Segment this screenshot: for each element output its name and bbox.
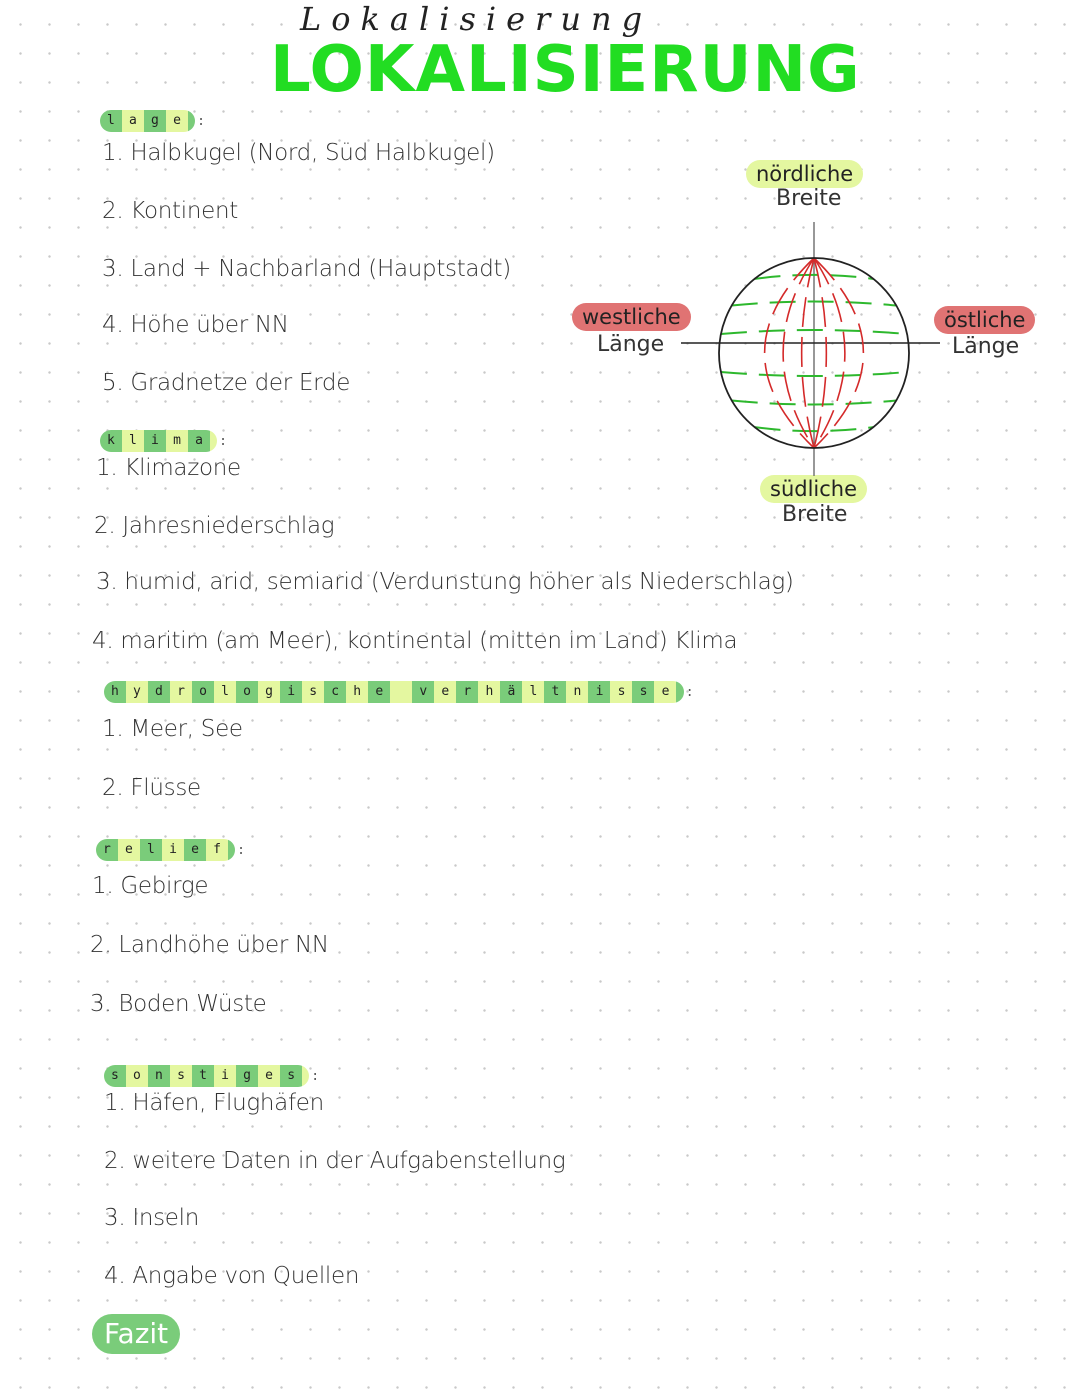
fazit-badge: Fazit — [92, 1314, 180, 1354]
west-tag: westliche — [572, 303, 691, 331]
list-item: 2. Flüsse — [102, 775, 201, 801]
list-item: 3. Inseln — [104, 1205, 200, 1231]
longitude-line — [783, 258, 814, 448]
list-item: 1. Klimazone — [96, 455, 241, 481]
section-heading-text: hydrologische verhältnisse — [104, 681, 684, 703]
section-heading-text: klima — [100, 430, 217, 452]
list-item: 2. Landhöhe über NN — [90, 932, 329, 958]
section-heading-text: sonstiges — [104, 1065, 309, 1087]
heading-colon: : — [685, 684, 694, 700]
heading-colon: : — [311, 1068, 320, 1084]
heading-colon: : — [219, 433, 227, 449]
north-tag: nördliche — [746, 160, 863, 188]
list-item: 1. Halbkugel (Nord, Süd Halbkugel) — [102, 140, 495, 166]
list-item: 1. Meer, See — [102, 716, 243, 742]
heading-colon: : — [197, 113, 205, 129]
list-item: 2. Jahresniederschlag — [94, 513, 335, 539]
list-item: 1. Häfen, Flughäfen — [104, 1090, 324, 1116]
east-tag: östliche — [934, 306, 1035, 334]
list-item: 2. Kontinent — [102, 198, 238, 224]
north-label: Breite — [776, 186, 842, 211]
title-scribble: Lokalisierung — [300, 0, 653, 38]
south-tag: südliche — [760, 475, 867, 503]
section-heading-text: relief — [96, 839, 235, 861]
longitude-line — [802, 258, 814, 448]
west-label: Länge — [597, 332, 665, 357]
list-item: 4. Höhe über NN — [102, 312, 289, 338]
list-item: 4. maritim (am Meer), kontinental (mitten im Land) Klima — [92, 628, 738, 654]
list-item: 3. Boden Wüste — [90, 991, 267, 1017]
list-item: 4. Angabe von Quellen — [104, 1263, 360, 1289]
list-item: 2. weitere Daten in der Aufgabenstellung — [104, 1148, 566, 1174]
longitude-line — [765, 258, 814, 448]
list-item: 1. Gebirge — [92, 873, 209, 899]
longitude-line — [814, 258, 826, 448]
list-item: 3. Land + Nachbarland (Hauptstadt) — [102, 256, 511, 282]
section-heading-text: lage — [100, 110, 195, 132]
longitude-line — [814, 258, 845, 448]
heading-colon: : — [237, 842, 245, 858]
east-label: Länge — [952, 334, 1020, 359]
south-label: Breite — [782, 502, 848, 527]
longitude-line — [814, 258, 863, 448]
page-title: LOKALISIERUNG — [270, 33, 861, 107]
list-item: 3. humid, arid, semiarid (Verdunstung höher als Niederschlag) — [96, 569, 794, 595]
list-item: 5. Gradnetze der Erde — [102, 370, 351, 396]
